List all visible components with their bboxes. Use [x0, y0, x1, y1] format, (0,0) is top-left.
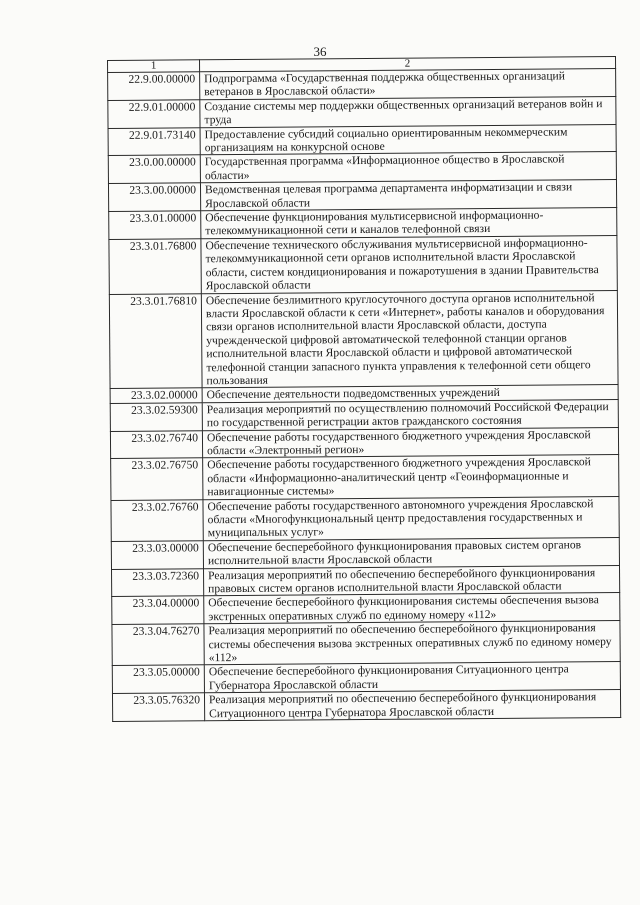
table-row [112, 690, 620, 722]
row-name: Обеспечение технического обслуживания мультисервисной информационно-телекоммуникационной сети органов исполнительной власти Ярославской области, систем кондиционирования и пожаротушения в здании Правительства Ярославской области [201, 235, 617, 293]
table-row [111, 537, 619, 569]
table-row [109, 290, 618, 389]
row-code: 23.0.00.00000 [108, 155, 200, 184]
row-name: Обеспечение безлимитного круглосуточного доступа органов исполнительной власти Ярославской области к сети «Интернет», работы каналов и оборудования связи органов исполнительной власти Ярославской области, доступа учрежденческой цифровой автоматической телефонной станции органов исполнительной власти Ярославской области и цифровой автоматической телефонной станции запасного пункта управления к телефонной сети общего пользования [201, 290, 618, 388]
row-code: 23.3.05.76320 [112, 693, 204, 722]
row-code: 23.3.01.76800 [109, 239, 201, 294]
table-row [112, 593, 620, 625]
row-name: Реализация мероприятий по обеспечению бесперебойного функционирования правовых систем органов исполнительной власти Ярославской области [203, 565, 619, 596]
row-code: 23.3.02.76740 [110, 430, 202, 459]
row-code: 23.3.02.76750 [111, 458, 203, 500]
row-name: Реализация мероприятий по осуществлению полномочий Российской Федерации по государственной регистрации актов гражданского состояния [202, 399, 618, 430]
row-code: 23.3.00.00000 [108, 183, 200, 212]
row-name: Предоставление субсидий социально ориентированным некоммерческим организациям на конкурсной основе [200, 124, 616, 155]
row-code: 22.9.00.00000 [108, 72, 200, 101]
row-name: Создание системы мер поддержки общественных организаций ветеранов войн и труда [200, 96, 616, 127]
row-code: 22.9.01.00000 [108, 100, 200, 129]
table-row [108, 180, 616, 212]
row-name: Обеспечение бесперебойного функционирования системы обеспечения вызова экстренных оперативных служб по единому номеру «112» [204, 593, 620, 624]
row-name: Обеспечение функционирования мультисервисной информационно-телекоммуникационной сети и каналов телефонной связи [201, 208, 617, 239]
column-header-code: 1 [108, 60, 200, 73]
row-name: Реализация мероприятий по обеспечению бесперебойного функционирования Ситуационного центра Губернатора Ярославской области [204, 690, 620, 721]
column-header-name: 2 [200, 57, 616, 72]
row-code: 23.3.02.00000 [110, 388, 202, 403]
table-row [108, 69, 616, 101]
row-name: Реализация мероприятий по обеспечению бесперебойного функционирования системы обеспечения вызова экстренных оперативных служб по единому номеру «112» [204, 621, 620, 665]
row-name: Обеспечение работы государственного бюджетного учреждения Ярославской области «Информационно-аналитический центр «Геоинформационные и навигационные системы» [203, 455, 619, 499]
table-row [111, 455, 619, 500]
row-name: Обеспечение работы государственного автономного учреждения Ярославской области «Многофункциональный центр предоставления государственных и муниципальных услуг» [203, 496, 619, 540]
table-row [109, 208, 617, 240]
row-code: 23.3.03.72360 [111, 568, 203, 597]
row-name: Ведомственная целевая программа департамента информатизации и связи Ярославской области [200, 180, 616, 211]
table-row [110, 399, 618, 431]
row-code: 22.9.01.73140 [108, 127, 200, 156]
table-row [108, 96, 616, 128]
row-name: Обеспечение бесперебойного функционирования Ситуационного центра Губернатора Ярославской области [204, 662, 620, 693]
table-row [111, 496, 619, 541]
row-name: Подпрограмма «Государственная поддержка общественных организаций ветеранов в Ярославской области» [200, 69, 616, 100]
row-name: Государственная программа «Информационное общество в Ярославской области» [200, 152, 616, 183]
row-code: 23.3.02.59300 [110, 403, 202, 432]
table-row [108, 124, 616, 156]
row-name: Обеспечение деятельности подведомственных учреждений [202, 385, 618, 403]
table-row [108, 152, 616, 184]
table-row [109, 235, 617, 294]
table-row [112, 621, 620, 666]
row-code: 23.3.05.00000 [112, 665, 204, 694]
row-code: 23.3.01.00000 [109, 211, 201, 240]
row-code: 23.3.04.76270 [112, 624, 204, 666]
table-row [110, 427, 618, 459]
table-row [111, 565, 619, 597]
row-code: 23.3.02.76760 [111, 499, 203, 541]
row-code: 23.3.03.00000 [111, 541, 203, 570]
row-code: 23.3.04.00000 [112, 596, 204, 625]
table-row [112, 662, 620, 694]
page-number: 36 [313, 44, 327, 59]
budget-classification-table [107, 56, 621, 722]
row-code: 23.3.01.76810 [109, 293, 202, 389]
row-name: Обеспечение бесперебойного функционирования правовых систем органов исполнительной власти Ярославской области [203, 537, 619, 568]
row-name: Обеспечение работы государственного бюджетного учреждения Ярославской области «Электронный регион» [202, 427, 618, 458]
